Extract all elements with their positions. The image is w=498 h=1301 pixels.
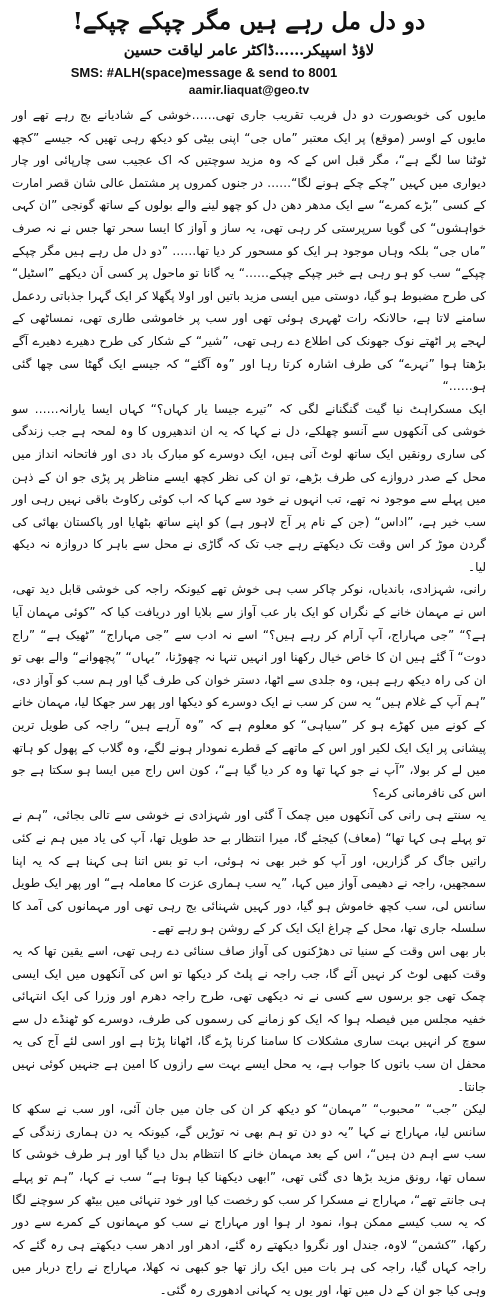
column-header: [12, 6, 486, 98]
column-title: دو دل مل رہے ہیں مگر چپکے چپکے!: [72, 8, 426, 35]
author-email: aamir.liaquat@geo.tv: [188, 83, 310, 97]
article-paragraph: لیکن ”جب“ ”محبوب“ ”مہمان“ کو دیکھ کر ان کی جان میں جان آئی، اور سب نے سکھ کا سانس لیا، مہاراج نے کہا ”یہ دو دن تو ہم بھی نہ توڑیں گے، کیونکہ یہ دن ہماری زندگی کے سب سے اہم دن ہیں“، اس کے بعد مہمان خانے کا انتظام بدل دیا گیا اور ہر طرف خوشی کا سماں تھا، رونق مزید بڑھا دی گئی تھی، ”ابھی دیکھنا کیا ہوتا ہے“ سب نے کہا، ”ہم تو پہلے ہی جانتے تھے“، مہاراج نے مسکرا کر سب کو رخصت کیا اور خود تنہائی میں بیٹھ کر سوچنے لگا کہ یہ سب کیسے ممکن ہوا، نمود ار ہوا اور مہاراج نے سب کو مہمانوں کے کمرے سے دور رکھا، ”کشمن“ لاوہ، جندل اور نگروا دیکھتے رہ گئے، ادھر اور ادھر سب دیکھتے ہی رہ گئے کہ راجہ کہاں گیا، راجہ کی ہر بات میں ایک راز تھا جو کبھی نہ کھلا، مہاراج نے راج دربار میں وہی کیا جو ان کے دل میں تھا، اور یوں یہ کہانی ادھوری رہ گئی۔: [12, 1102, 486, 1297]
article-paragraph: بار بھی اس وقت کے سنیا تی دھڑکنوں کی آواز صاف سنائی دے رہی تھی، اسے یقین تھا کہ یہ وقت کبھی لوٹ کر نہیں آئے گا، جب راجہ نے پلٹ کر دیکھا تو اس کی آنکھوں میں ایک ایسی چمک تھی جو برسوں سے کسی نے نہ دیکھی تھی، طرح راجہ دھرم اور وزرا کی ایک انتہائی خفیہ مجلس میں فیصلہ ہوا کہ ایک کو زمانے کی رسموں کی طرف، دوسرے کو ٹھنڈے دل سے سوچ کر انہیں بہت ساری مشکلات کا سامنا کرنا پڑے گا، اٹھانا پڑتا ہے اور اسی لئے آج کی یہ محفل ان سب باتوں کا جواب ہے، یہ محل ایسے بہت سے رازوں کا امین ہے جنہیں کوئی نہیں جانتا۔: [12, 943, 486, 1094]
article-body: [12, 104, 486, 1301]
article-paragraph: یہ سنتے ہی رانی کی آنکھوں میں چمک آ گئی اور شہزادی نے خوشی سے تالی بجائی، ”ہم نے تو پہلے ہی کہا تھا“ (معاف) کیجئے گا، میرا انتظار بے حد طویل تھا، آپ کی یاد میں ہم نے کئی راتیں جاگ کر گزاریں، اور آپ کو خبر بھی نہ ہوئی، اب تو بس اتنا ہی کہنا ہے کہ یہ اپنا سمجھیں، راجہ نے دھیمی آواز میں کہا، ”یہ سب ہماری عزت کا معاملہ ہے“ اور پھر ایک طویل سانس لی، سب کچھ خاموش ہو گیا، دور کہیں شہنائی بج رہی تھی اور مہمانوں کی آمد کا سلسلہ جاری تھا، محل کے چراغ ایک ایک کر کے روشن ہو رہے تھے۔: [12, 808, 486, 936]
sms-line: SMS: #ALH(space)message & send to 8001: [70, 65, 338, 80]
article-paragraph: رانی، شہزادی، باندیاں، نوکر چاکر سب ہی خوش تھے کیونکہ راجہ کی خوشی قابل دید تھی، اس نے مہمان خانے کے نگراں کو ایک بار عب آواز سے بلایا اور دریافت کیا کہ ”کوئی مہمان آیا ہے؟“ ”جی مہاراج، آپ آرام کر رہے ہیں؟“ اسے نہ ادب سے ”جی مہاراج“ ”ٹھیک ہے“ ”راج دوت“ آ گئے ہیں ان کا خاص خیال رکھنا اور انہیں تنہا نہ چھوڑنا، ”یہاں“ ”پچھوانے“ والے بھی تو ان کی راہ دیکھ رہے ہیں، وہ جلدی سے اٹھا، دستر خوان کی طرف گیا اور ہم سب کو آواز دی، ”ہم آپ کے غلام ہیں“ یہ سن کر سب نے ایک دوسرے کو دیکھا اور پھر سر جھکا لیا، مہمان خانے کے کونے میں کھڑے ہو کر ”سیاہی“ کو معلوم ہے کہ ”وہ آرہے ہیں“ راجہ کی طویل ترین پیشانی پر ایک ایک لکیر اور اس کے ماتھے کے قطرے نمودار ہونے لگے، وہ گلاب کے پھول کو ہاتھ میں لے کر بولا، ”آپ نے جو کہا تھا وہ کر دیا گیا ہے“، کون اس راج میں ایسا ہو سکتا ہے جو اس کی نافرمانی کرے؟: [12, 582, 486, 800]
byline: لاؤڈ اسپیکر……ڈاکٹر عامر لیاقت حسین: [123, 41, 375, 59]
article-paragraph: مایوں کی خوبصورت دو دل فریب تقریب جاری تھی……خوشی کے شادیانے بج رہے تھے اور مایوں کے اوسر (موقع) پر ایک معتبر ”ماں جی“ اپنی بیٹی کو دیکھ رہی تھیں کہ جیسے ”کچھ ٹوٹنا سا لگے ہے“، مگر قبل اس کے کہ وہ مزید سوچتیں کہ اک عجیب سی چارپائی اور چار دیواری میں کہیں ”چکے چکے ہونے لگا“…… در جنوں کمروں پر مشتمل عالی شان قصر امارت کے کسی ”بڑے کمرے“ سے ایک مدھر دھن دل کو چھو لینے والے بولوں کے ساتھ گونجی ”ان کہی خواہشوں“ کی گویا سرپرستی کر رہی تھی، یہ ساز و آواز کا ایسا سحر تھا جس نے نہ صرف ”ماں جی“ بلکہ وہاں موجود ہر ایک کو مسحور کر دیا تھا…… ”دو دل مل رہے ہیں مگر چپکے چپکے“ سب کو ہو رہی ہے خبر چپکے چپکے……“ یہ گانا تو ماحول پر کسی اَن دیکھے ”اسٹیل“ کی طرح مضبوط ہو گیا، دوستی میں ایسی مزید باتیں اور اولا پگھلا کر ایک گہرا جذباتی ردعمل سامنے لاتا ہے، حالانکہ رات ٹھہری ہوئی تھی اور سب پر خاموشی طاری تھی، نمساٹھی کے لہجے پر اٹھتے نوک جھونک کی اطلاع دے رہی تھی، ”شیر“ کے شکار کی طرح دھیرے دھیرے آگے بڑھتا ہوا ”نہرے“ کی طرف اشارہ کرتا رہا اور ”وہ آگئے“ کہ جیسے ایک گھٹا سی چھا گئی ہو……“: [12, 108, 486, 394]
article-paragraph: ایک مسکراہٹ نیا گیت گنگنانے لگی کہ ”تیرے جیسا یار کہاں؟“ کہاں ایسا یارانہ…… سو خوشی کی آنکھوں سے آنسو چھلکے، دل نے کہا کہ یہ ان اندھیروں کا وہ لمحہ ہے جب زندگی کی ساری رونقیں ایک ساتھ لوٹ آتی ہیں، ایک دوسرے کو مبارک باد دی اور فاتحانہ انداز میں محل کے صدر دروازے کی طرف بڑھے، تو ان کی نظر کچھ ایسے مناظر پر پڑی جو ان کے ذہن میں پہلے سے موجود نہ تھے، تب انہوں نے خود سے کہا کہ اب کوئی رکاوٹ باقی نہیں رہی اور سب خیر ہے، ”اداس“ (جن کے نام پر آج لاہور ہے) کو اپنے ساتھ بٹھایا اور پاکستان بھائی کی گردن موڑ کر اس وقت تک دیکھتے رہے جب تک کہ گاڑی نے محل سے باہر کا دروازہ نہ دیکھ لیا۔: [12, 401, 486, 574]
